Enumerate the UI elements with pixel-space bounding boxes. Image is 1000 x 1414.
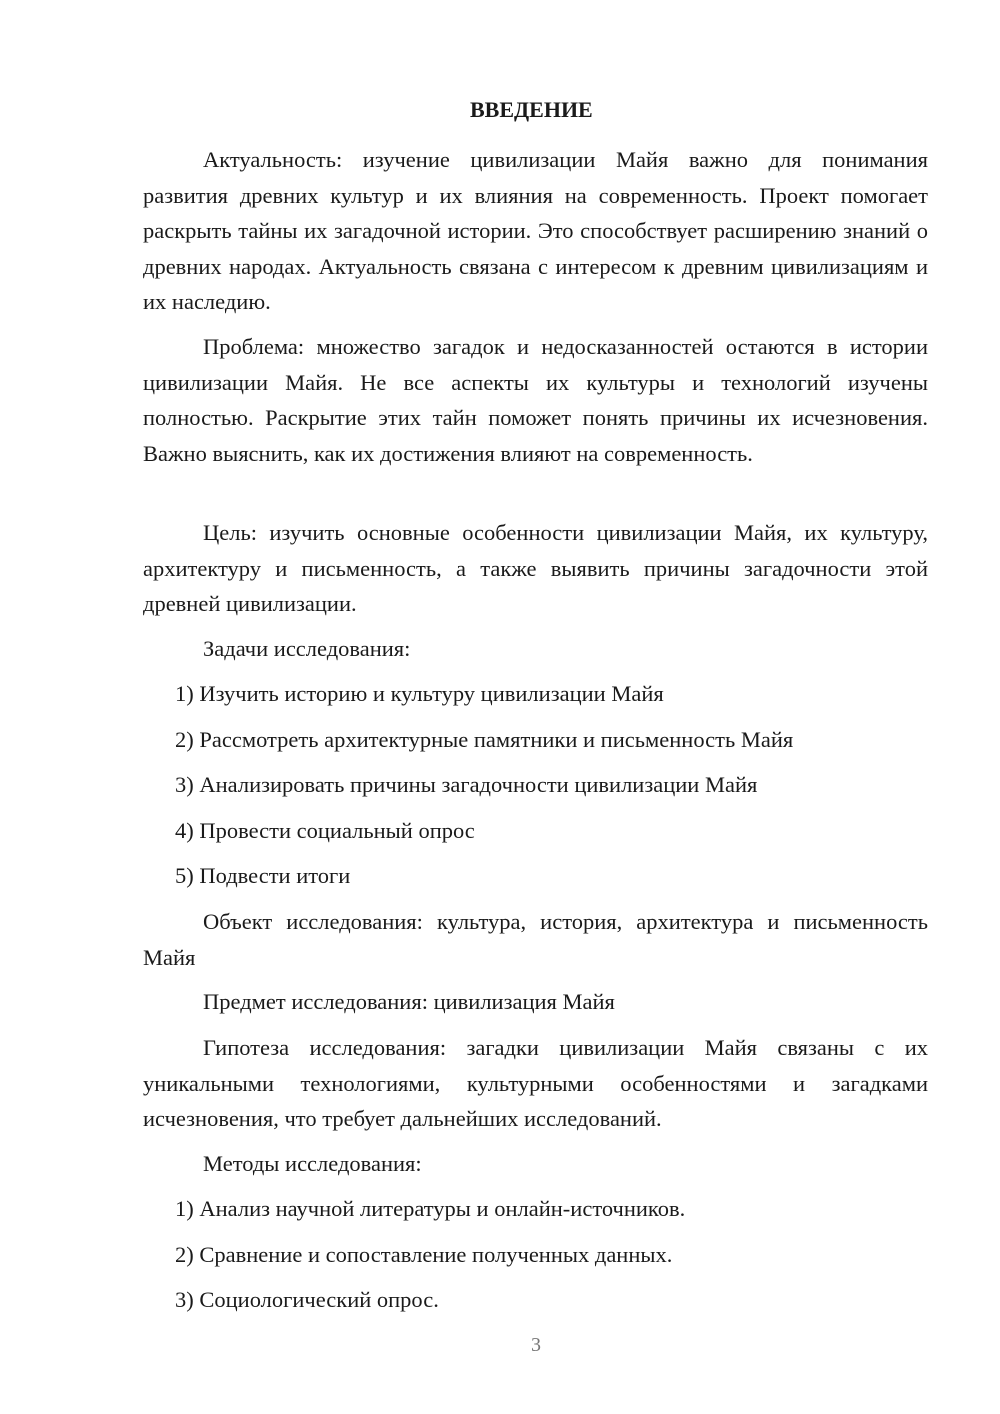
task-item: 3) Анализировать причины загадочности цивилизации Майя: [175, 772, 758, 797]
goal-text: Цель: изучить основные особенности цивилизации Майя, их культуру, архитектуру и письменность, а также выявить причины загадочности этой древней цивилизации.: [143, 520, 928, 616]
tasks-heading: Задачи исследования:: [203, 636, 411, 661]
page-number: 3: [531, 1334, 541, 1356]
subject-line: Предмет исследования: цивилизация Майя: [203, 989, 615, 1014]
hypothesis-text: Гипотеза исследования: загадки цивилизации Майя связаны с их уникальными технологиями, культурными особенностями и загадками исчезновения, что требует дальнейших исследований.: [143, 1035, 928, 1131]
heading-text: ВВЕДЕНИЕ: [470, 97, 593, 122]
task-item: 5) Подвести итоги: [175, 863, 351, 888]
object-text: Объект исследования: культура, история, архитектура и письменность Майя: [143, 909, 928, 970]
object-paragraph: [143, 904, 928, 975]
relevance-text: Актуальность: изучение цивилизации Майя важно для понимания развития древних культур и их влияния на современность. Проект помогает раскрыть тайны их загадочной истории. Это способствует расширению знаний о древних народах. Актуальность связана с интересом к древним цивилизациям и их наследию.: [143, 147, 928, 314]
method-item: 2) Сравнение и сопоставление полученных данных.: [175, 1242, 673, 1267]
methods-heading: Методы исследования:: [203, 1151, 422, 1176]
method-item: 3) Социологический опрос.: [175, 1287, 439, 1312]
task-item: 1) Изучить историю и культуру цивилизации Майя: [175, 681, 664, 706]
relevance-paragraph: [143, 142, 928, 320]
problem-paragraph: [143, 329, 928, 471]
task-item: 4) Провести социальный опрос: [175, 818, 475, 843]
task-item: 2) Рассмотреть архитектурные памятники и письменность Майя: [175, 727, 794, 752]
hypothesis-paragraph: [143, 1030, 928, 1137]
problem-text: Проблема: множество загадок и недосказанностей остаются в истории цивилизации Майя. Не все аспекты их культуры и технологий изучены полностью. Раскрытие этих тайн поможет понять причины их исчезновения. Важно выяснить, как их достижения влияют на современность.: [143, 334, 928, 466]
method-item: 1) Анализ научной литературы и онлайн-источников.: [175, 1196, 686, 1221]
goal-paragraph: [143, 515, 928, 622]
